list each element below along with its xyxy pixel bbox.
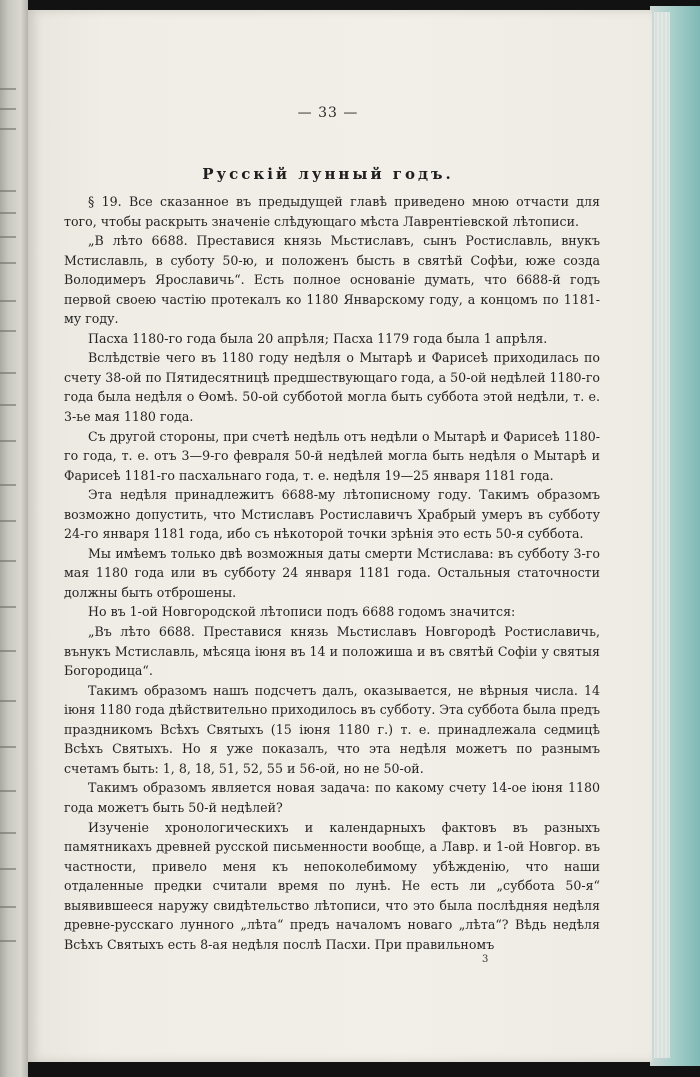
paragraph: Эта недѣля принадлежитъ 6688-му лѣтописному году. Такимъ образомъ возможно допустить, что Мстиславъ Ростиславичъ Храбрый умеръ въ субботу 24-го января 1181 года, ибо съ нѣкоторой точки зрѣнiя это есть 50-я суббота. <box>64 487 600 542</box>
paragraph: Вслѣдствiе чего въ 1180 году недѣля о Мытарѣ и Фарисеѣ приходилась по счету 38-ой по Пятидесятницѣ предшествующаго года, а 50-ой недѣлей 1180-го года была недѣля о Ѳомѣ. 50-ой субботой могла быть суббота этой недѣли, т. е. 3-ье мая 1180 года. <box>64 350 600 425</box>
paragraph: § 19. Все сказанное въ предыдущей главѣ приведено мною отчасти для того, чтобы раскрыть значенiе слѣдующаго мѣста Лаврентiевской лѣтописи. <box>64 194 600 229</box>
paragraph: Мы имѣемъ только двѣ возможныя даты смерти Мстислава: въ субботу 3-го мая 1180 года или въ субботу 24 января 1181 года. Остальныя статочности должны быть отброшены. <box>64 545 600 600</box>
signature-mark: 3 <box>482 954 489 965</box>
page-body-text <box>64 192 600 954</box>
paragraph: Пасха 1180-го года была 20 апрѣля; Пасха 1179 года была 1 апрѣля. <box>88 330 548 346</box>
paragraph: „В лѣто 6688. Преставися князь Мьстиславъ, сынъ Ростиславль, внукъ Мстиславль, в суботу 50-ю, и положенъ бысть в святѣй Софѣи, юже созда Володимеръ Ярославичь“. Есть полное основанiе думать, что 6688-й годъ первой своею частiю протекалъ ко 1180 Январскому году, а концомъ по 1181-му году. <box>64 233 600 327</box>
paragraph: Такимъ образомъ нашъ подсчетъ далъ, оказывается, не вѣрныя числа. 14 iюня 1180 года дѣйствительно приходилось въ субботу. Эта суббота была предъ праздникомъ Всѣхъ Святыхъ (15 iюня 1180 г.) т. е. принадлежала седмицѣ Всѣхъ Святыхъ. Но я уже показалъ, что эта недѣля можетъ по разнымъ счетамъ быть: 1, 8, 18, 51, 52, 55 и 56-ой, но не 50-ой. <box>64 682 600 776</box>
page-stack-edge <box>654 12 670 1058</box>
paragraph: Такимъ образомъ является новая задача: по какому счету 14-ое iюня 1180 года можетъ быть 50-й недѣлей? <box>64 780 600 815</box>
paragraph: Съ другой стороны, при счетѣ недѣль отъ недѣли о Мытарѣ и Фарисеѣ 1180-го года, т. е. отъ 3—9-го февраля 50-й недѣлей могла быть недѣля о Мытарѣ и Фарисеѣ 1181-го пасхальнаго года, т. е. недѣля 19—25 января 1181 года. <box>64 428 600 483</box>
paragraph: Но въ 1-ой Новгородской лѣтописи подъ 6688 годомъ значится: <box>88 604 516 620</box>
left-page-text-fragments <box>0 0 20 1077</box>
left-page-edge <box>0 0 28 1077</box>
page-number: — 33 — <box>297 105 359 121</box>
paragraph: „Въ лѣто 6688. Преставися князь Мьстиславъ Новгородѣ Ростиславичь, вънукъ Мстиславль, мѣсяца iюня въ 14 и положиша и въ святѣй Софiи у святыя Богородица“. <box>64 624 600 679</box>
chapter-title: Русскiй лунный годъ. <box>202 165 454 183</box>
paragraph: Изученiе хронологическихъ и календарныхъ фактовъ въ разныхъ памятникахъ древней русской письменности вообще, а Лавр. и 1-ой Новгор. въ частности, привело меня къ непоколебимому убѣжденiю, что наши отдаленные предки считали время по лунѣ. Не есть ли „суббота 50-я“ выявившееся наружу свидѣтельство лѣтописи, что это была послѣдняя недѣля древне-русскаго лунного „лѣта“ предъ началомъ новаго „лѣта“? Вѣдь недѣля Всѣхъ Святыхъ есть 8-ая недѣля послѣ Пасхи. При правильномъ <box>64 819 600 952</box>
book-page <box>28 10 652 1062</box>
